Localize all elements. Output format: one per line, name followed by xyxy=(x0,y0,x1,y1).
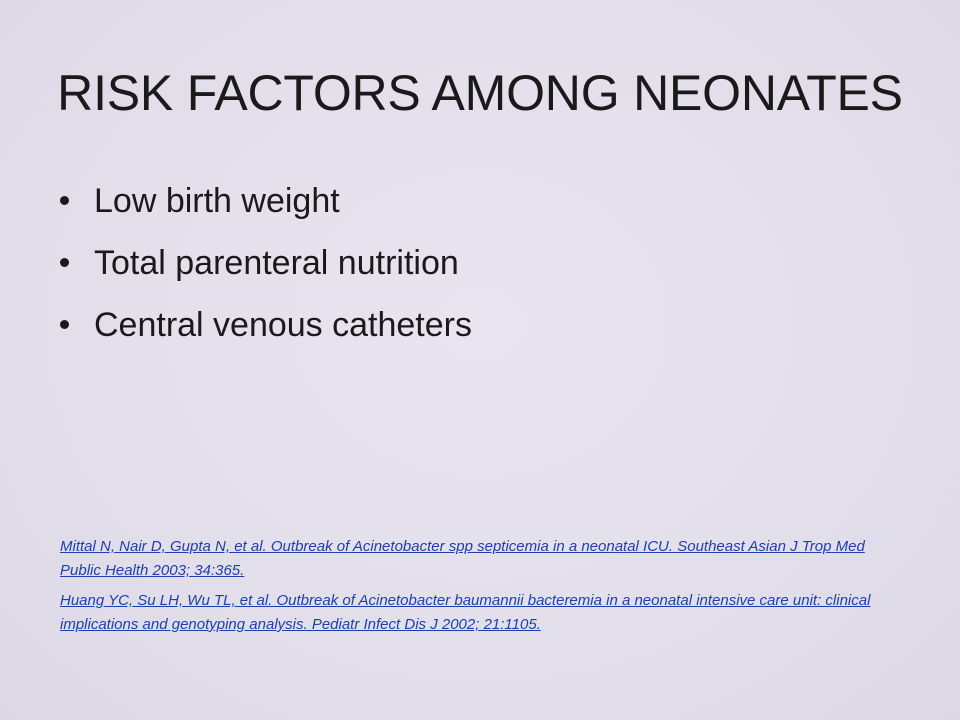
bullet-text: Low birth weight xyxy=(94,182,340,220)
bullet-dot-icon xyxy=(60,196,69,205)
reference-link-huang[interactable]: Huang YC, Su LH, Wu TL, et al. Outbreak of Acinetobacter baumannii bacteremia in a neonatal intensive care unit: clinical implications and genotyping analysis. Pediatr Infect Dis J 2002; 21:1105. xyxy=(60,592,871,633)
bullet-text: Central venous catheters xyxy=(94,306,472,344)
references xyxy=(60,535,900,643)
bullet-item xyxy=(60,232,900,294)
bullet-text: Total parenteral nutrition xyxy=(94,244,459,282)
slide-title: RISK FACTORS AMONG NEONATES xyxy=(57,65,903,121)
bullet-list xyxy=(60,170,900,356)
bullet-dot-icon xyxy=(60,320,69,329)
bullet-item xyxy=(60,170,900,232)
bullet-item xyxy=(60,294,900,356)
reference-link-mittal[interactable]: Mittal N, Nair D, Gupta N, et al. Outbreak of Acinetobacter spp septicemia in a neonatal ICU. Southeast Asian J Trop Med Public Health 2003; 34:365. xyxy=(60,538,865,579)
bullet-dot-icon xyxy=(60,258,69,267)
